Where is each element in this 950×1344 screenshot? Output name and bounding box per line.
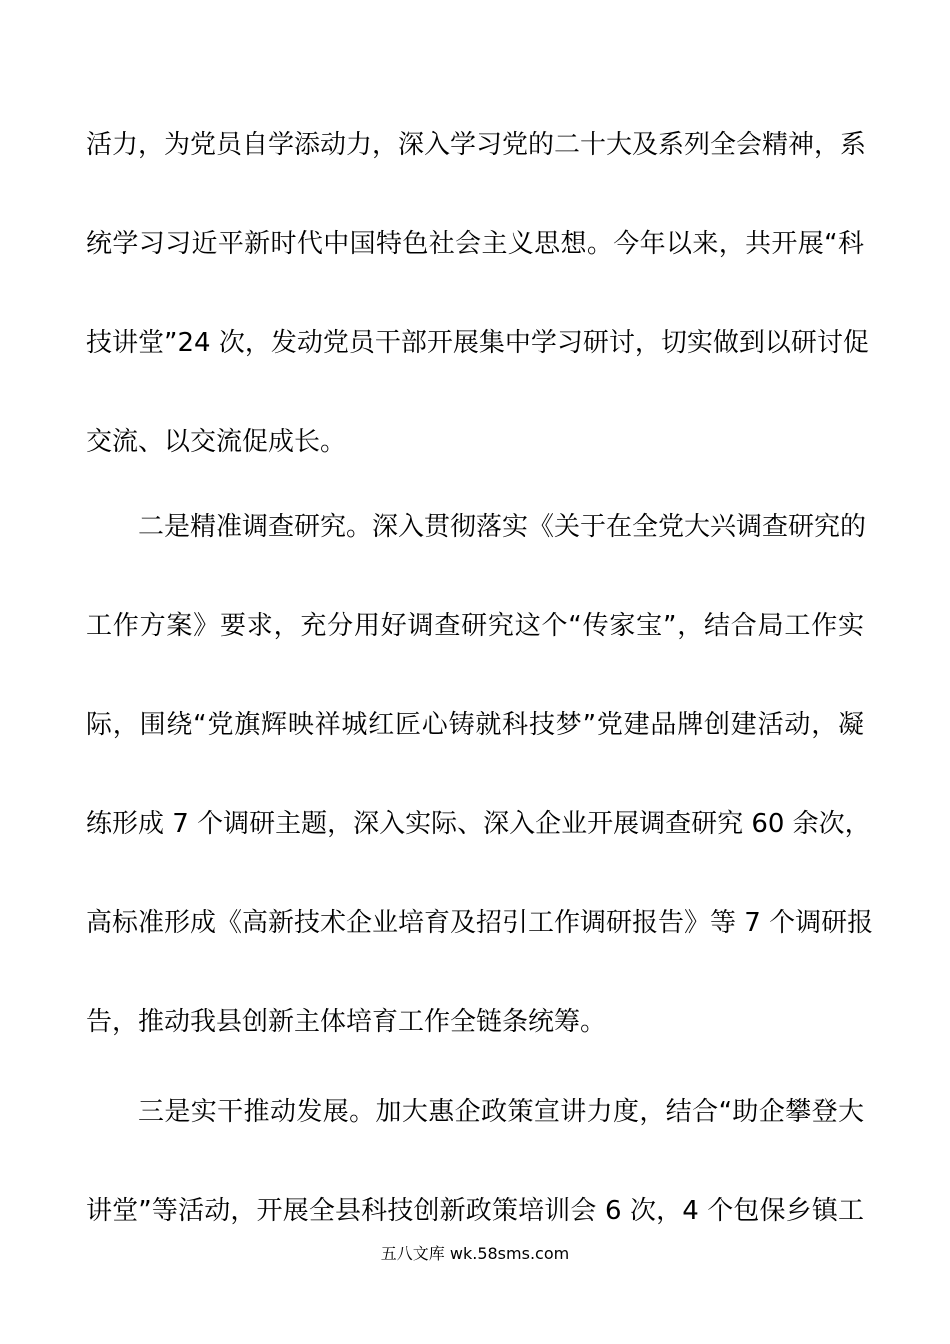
paragraph-first-line: 二是精准调查研究。深入贯彻落实《关于在全党大兴调查研究的	[138, 512, 867, 542]
text-line: 讲堂”等活动，开展全县科技创新政策培训会 6 次，4 个包保乡镇工	[86, 1196, 864, 1226]
footer-watermark: 五八文库 wk.58sms.com	[380, 1244, 570, 1263]
text-line: 技讲堂”24 次，发动党员干部开展集中学习研讨，切实做到以研讨促	[86, 328, 869, 358]
text-line: 活力，为党员自学添动力，深入学习党的二十大及系列全会精神，系	[86, 130, 867, 160]
text-line: 统学习习近平新时代中国特色社会主义思想。今年以来，共开展“科	[86, 229, 864, 259]
text-line: 际，围绕“党旗辉映祥城红匠心铸就科技梦”党建品牌创建活动，凝	[86, 710, 864, 740]
paragraph-first-line: 三是实干推动发展。加大惠企政策宣讲力度，结合“助企攀登大	[138, 1097, 864, 1127]
text-line: 高标准形成《高新技术企业培育及招引工作调研报告》等 7 个调研报	[86, 908, 874, 938]
text-line: 练形成 7 个调研主题，深入实际、深入企业开展调查研究 60 余次，	[86, 809, 871, 839]
text-line: 工作方案》要求，充分用好调查研究这个“传家宝”，结合局工作实	[86, 611, 864, 641]
text-line: 交流、以交流促成长。	[86, 427, 347, 457]
text-line: 告，推动我县创新主体培育工作全链条统筹。	[86, 1007, 607, 1037]
